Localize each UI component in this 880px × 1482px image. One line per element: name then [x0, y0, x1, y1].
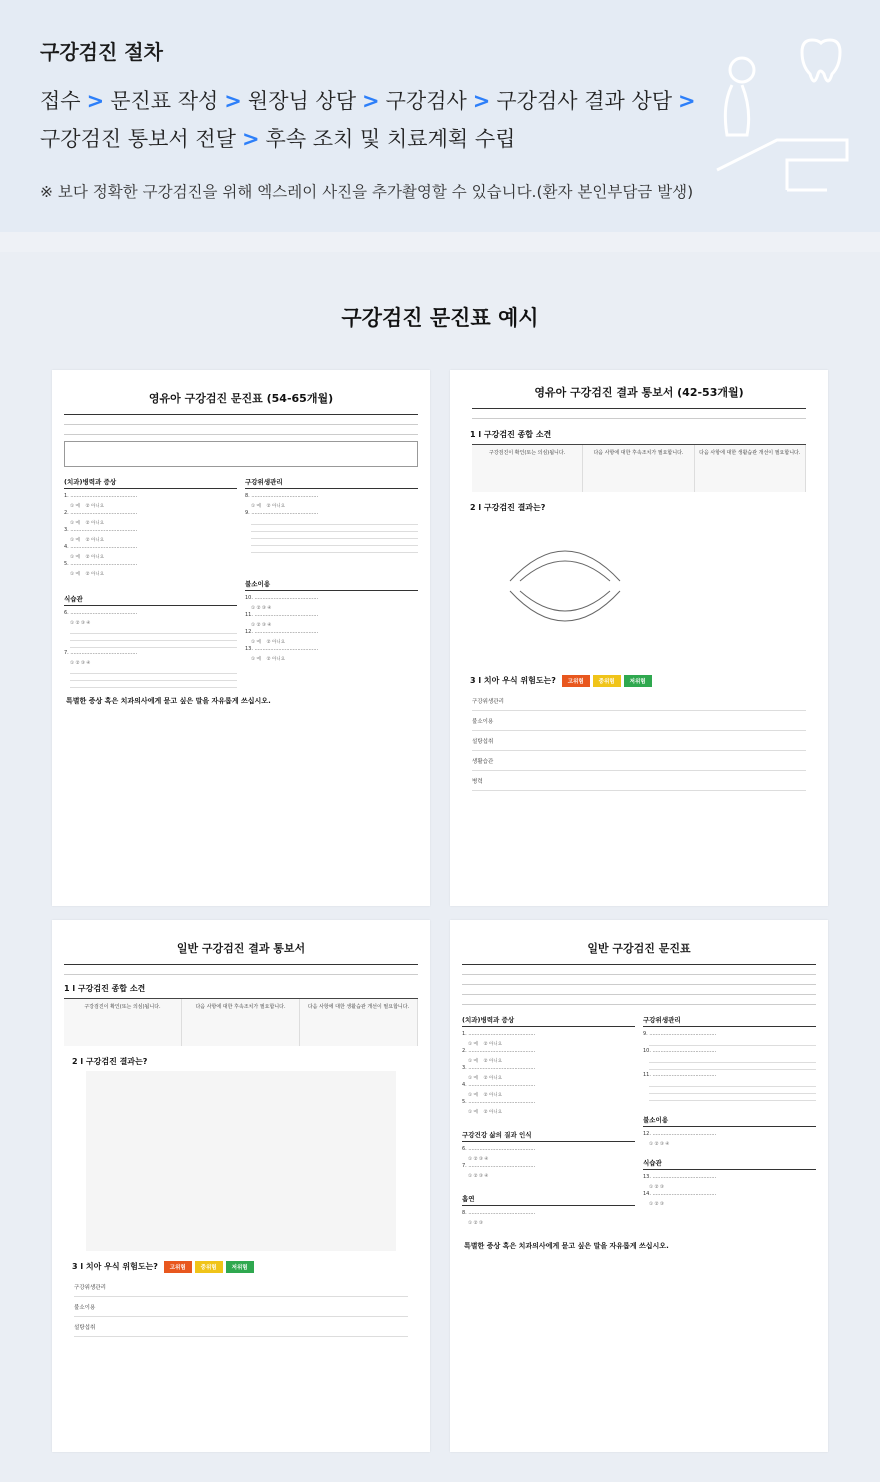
- summary-cell: 구강검진이 확인(또는 의심)됩니다.: [472, 445, 583, 492]
- risk-low-badge: 저위험: [226, 1261, 254, 1273]
- risk-row: 불소이용: [472, 718, 494, 725]
- section-heading: 식습관: [64, 594, 237, 606]
- summary-box: [64, 998, 418, 1046]
- summary-cell: 다음 사항에 대한 생활습관 개선이 필요합니다.: [695, 445, 806, 492]
- section-heading: (치과)병력과 증상: [462, 1015, 635, 1027]
- info-table: [64, 414, 418, 435]
- risk-heading: 3 l 치아 우식 위험도는?: [470, 676, 556, 685]
- section-heading: 식습관: [643, 1158, 816, 1170]
- procedure-section: [0, 0, 880, 232]
- step: 접수: [40, 89, 81, 113]
- step: 후속 조치 및 치료계획 수립: [265, 127, 516, 151]
- doc-infant-result: [450, 370, 828, 906]
- summary-cell: 다음 사항에 대한 후속조치가 필요합니다.: [583, 445, 694, 492]
- doc-general-result: [52, 920, 430, 1452]
- section-heading: [72, 1261, 410, 1273]
- section-heading: 1 l 구강검진 종합 소견: [64, 984, 146, 993]
- xray-note: ※ 보다 정확한 구강검진을 위해 엑스레이 사진을 추가촬영할 수 있습니다.(환자 본인부담금 발생): [40, 183, 694, 201]
- intro-box: [64, 441, 418, 467]
- doc-title: 일반 구강검진 결과 통보서: [176, 942, 306, 955]
- risk-high-badge: 고위험: [164, 1261, 192, 1273]
- risk-row: 구강위생관리: [74, 1284, 106, 1291]
- section-heading: 흡연: [462, 1194, 635, 1206]
- doc-title: 영유아 구강검진 문진표 (54-65개월): [148, 392, 334, 405]
- summary-cell: 다음 사항에 대한 후속조치가 필요합니다.: [182, 999, 300, 1046]
- section-heading: 구강건강 삶의 질과 인식: [462, 1130, 635, 1142]
- risk-row: 불소이용: [74, 1304, 96, 1311]
- step: 구강검진 통보서 전달: [40, 127, 236, 151]
- risk-row: 설탕섭취: [472, 738, 494, 745]
- risk-heading: 3 l 치아 우식 위험도는?: [72, 1262, 158, 1271]
- section-heading: 구강위생관리: [245, 477, 418, 489]
- summary-cell: 다음 사항에 대한 생활습관 개선이 필요합니다.: [300, 999, 418, 1046]
- summary-cell: 구강검진이 확인(또는 의심)됩니다.: [64, 999, 182, 1046]
- risk-high-badge: 고위험: [562, 675, 590, 687]
- info-table: [472, 408, 806, 419]
- doc-general-questionnaire: 일반 구강검진 문진표 (치과)병력과 증상 1. .......................................... ① 예 ② 아니요 2. .......................................... ① 예 ② 아니요 3. .......................................... ① 예 ② 아니요 4. .......................................... ① 예 ② 아니요 5. .......................................... ① 예 ② 아니요 구강건강 삶의 질과 인식 6. .......................................... ① ② ③ ④ 7. .......................................... ① ② ③ ④ 흡연 8. .......................................... ① ② ③ 구강위생관리 9. .......................................... 10. ........................................ 11. ........................................ 불소이용 12. ........................................ ① ② ③ ④ 식습관 13. ........................................ ① ② ③ 14. ........................................ ① ② ③ 특별한 증상 혹은 치과의사에게 묻고 싶은 말을 자유롭게 쓰십시오.: [450, 920, 828, 1452]
- info-table: [64, 964, 418, 975]
- free-comment-label: 특별한 증상 혹은 치과의사에게 묻고 싶은 말을 자유롭게 쓰십시오.: [464, 1242, 669, 1250]
- doc-infant-questionnaire: 영유아 구강검진 문진표 (54-65개월) (치과)병력과 증상 1. .......................................... ① 예 ② 아니요 2. .......................................... ① 예 ② 아니요 3. .......................................... ① 예 ② 아니요 4. .......................................... ① 예 ② 아니요 5. .......................................... ① 예 ② 아니요 식습관 6. .......................................... ① ② ③ ④ 7. .......................................... ① ② ③ ④ 구강위생관리 8. .......................................... ① 예 ② 아니요 9. .......................................... 불소이용 10. ........................................ ① ② ③ ④ 11. ........................................ ① ② ③ ④ 12. ........................................ ① 예 ② 아니요 13. ........................................ ① 예 ② 아니요 특별한 증상 혹은 치과의사에게 묻고 싶은 말을 자유롭게 쓰십시오.: [52, 370, 430, 906]
- summary-box: [472, 444, 806, 492]
- risk-table: [472, 691, 806, 791]
- procedure-steps: 접수 > 문진표 작성 > 원장님 상담 > 구강검사 > 구강검사 결과 상담 > 구강검진 통보서 전달 > 후속 조치 및 치료계획 수립: [40, 89, 696, 151]
- free-comment-label: 특별한 증상 혹은 치과의사에게 묻고 싶은 말을 자유롭게 쓰십시오.: [66, 697, 271, 705]
- section-heading: [470, 675, 808, 687]
- teeth-chart-icon: [490, 521, 640, 641]
- risk-row: 구강위생관리: [472, 698, 504, 705]
- dental-chair-icon: [712, 30, 862, 200]
- section-heading: 1 l 구강검진 종합 소견: [470, 430, 552, 439]
- risk-mid-badge: 중위험: [593, 675, 621, 687]
- procedure-title: 구강검진 절차: [40, 40, 163, 64]
- doc-title: 영유아 구강검진 결과 통보서 (42-53개월): [534, 386, 744, 399]
- risk-low-badge: 저위험: [624, 675, 652, 687]
- section-heading: (치과)병력과 증상: [64, 477, 237, 489]
- section-heading: 구강위생관리: [643, 1015, 816, 1027]
- step: 문진표 작성: [110, 89, 219, 113]
- section-heading: 2 l 구강검진 결과는?: [72, 1057, 148, 1066]
- examples-title: 구강검진 문진표 예시: [341, 306, 539, 330]
- step: 구강검사: [385, 89, 467, 113]
- risk-mid-badge: 중위험: [195, 1261, 223, 1273]
- doc-title: 일반 구강검진 문진표: [587, 942, 691, 955]
- result-box: [86, 1071, 396, 1251]
- section-heading: 불소이용: [643, 1115, 816, 1127]
- risk-row: 설탕섭취: [74, 1324, 96, 1331]
- risk-table: [74, 1277, 408, 1337]
- step: 원장님 상담: [247, 89, 357, 113]
- section-heading: 불소이용: [245, 579, 418, 591]
- risk-row: 병력: [472, 778, 483, 785]
- risk-row: 생활습관: [472, 758, 494, 765]
- step: 구강검사 결과 상담: [496, 89, 673, 113]
- section-heading: 2 l 구강검진 결과는?: [470, 503, 546, 512]
- info-table: [462, 964, 816, 1005]
